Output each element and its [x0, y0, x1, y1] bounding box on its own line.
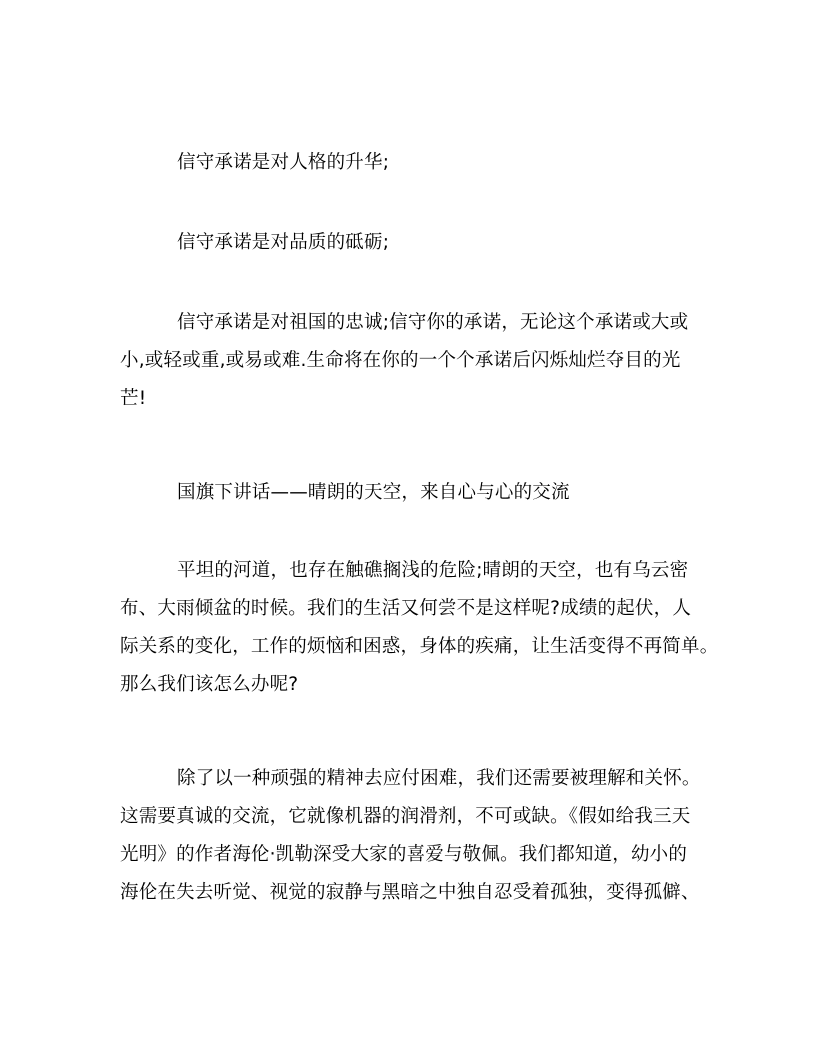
paragraph-2-line-1: 信守承诺是对品质的砥砺;: [177, 232, 390, 253]
paragraph-5-line-3: 际关系的变化，工作的烦恼和困惑，身体的疾痛，让生活变得不再简单。: [120, 636, 719, 657]
paragraph-3-line-1: 信守承诺是对祖国的忠诚;信守你的承诺，无论这个承诺或大或: [177, 312, 689, 333]
paragraph-2: [120, 224, 700, 262]
paragraph-5-line-2: 布、大雨倾盆的时候。我们的生活又何尝不是这样呢?成绩的起伏，人: [120, 598, 692, 619]
paragraph-5-line-4: 那么我们该怎么办呢?: [120, 674, 299, 695]
paragraph-6-line-3: 光明》的作者海伦·凯勒深受大家的喜爱与敬佩。我们都知道，幼小的: [120, 844, 688, 865]
paragraph-3: [120, 304, 700, 418]
paragraph-6-line-1: 除了以一种顽强的精神去应付困难，我们还需要被理解和关怀。: [177, 768, 701, 789]
paragraph-1-line-1: 信守承诺是对人格的升华;: [177, 152, 390, 173]
paragraph-1: [120, 144, 700, 182]
paragraph-3-line-2: 小,或轻或重,或易或难.生命将在你的一个个承诺后闪烁灿烂夺目的光: [120, 350, 681, 371]
paragraph-5: [120, 552, 719, 704]
section-heading-line-1: 国旗下讲话——晴朗的天空，来自心与心的交流: [177, 482, 570, 503]
paragraph-5-line-1: 平坦的河道，也存在触礁搁浅的危险;晴朗的天空，也有乌云密: [177, 560, 689, 581]
paragraph-6: [120, 760, 700, 912]
paragraph-6-line-2: 这需要真诚的交流，它就像机器的润滑剂，不可或缺。《假如给我三天: [120, 806, 691, 827]
paragraph-6-line-4: 海伦在失去听觉、视觉的寂静与黑暗之中独自忍受着孤独，变得孤僻、: [120, 882, 700, 903]
section-heading: [120, 474, 700, 512]
paragraph-3-line-3: 芒!: [120, 388, 147, 409]
